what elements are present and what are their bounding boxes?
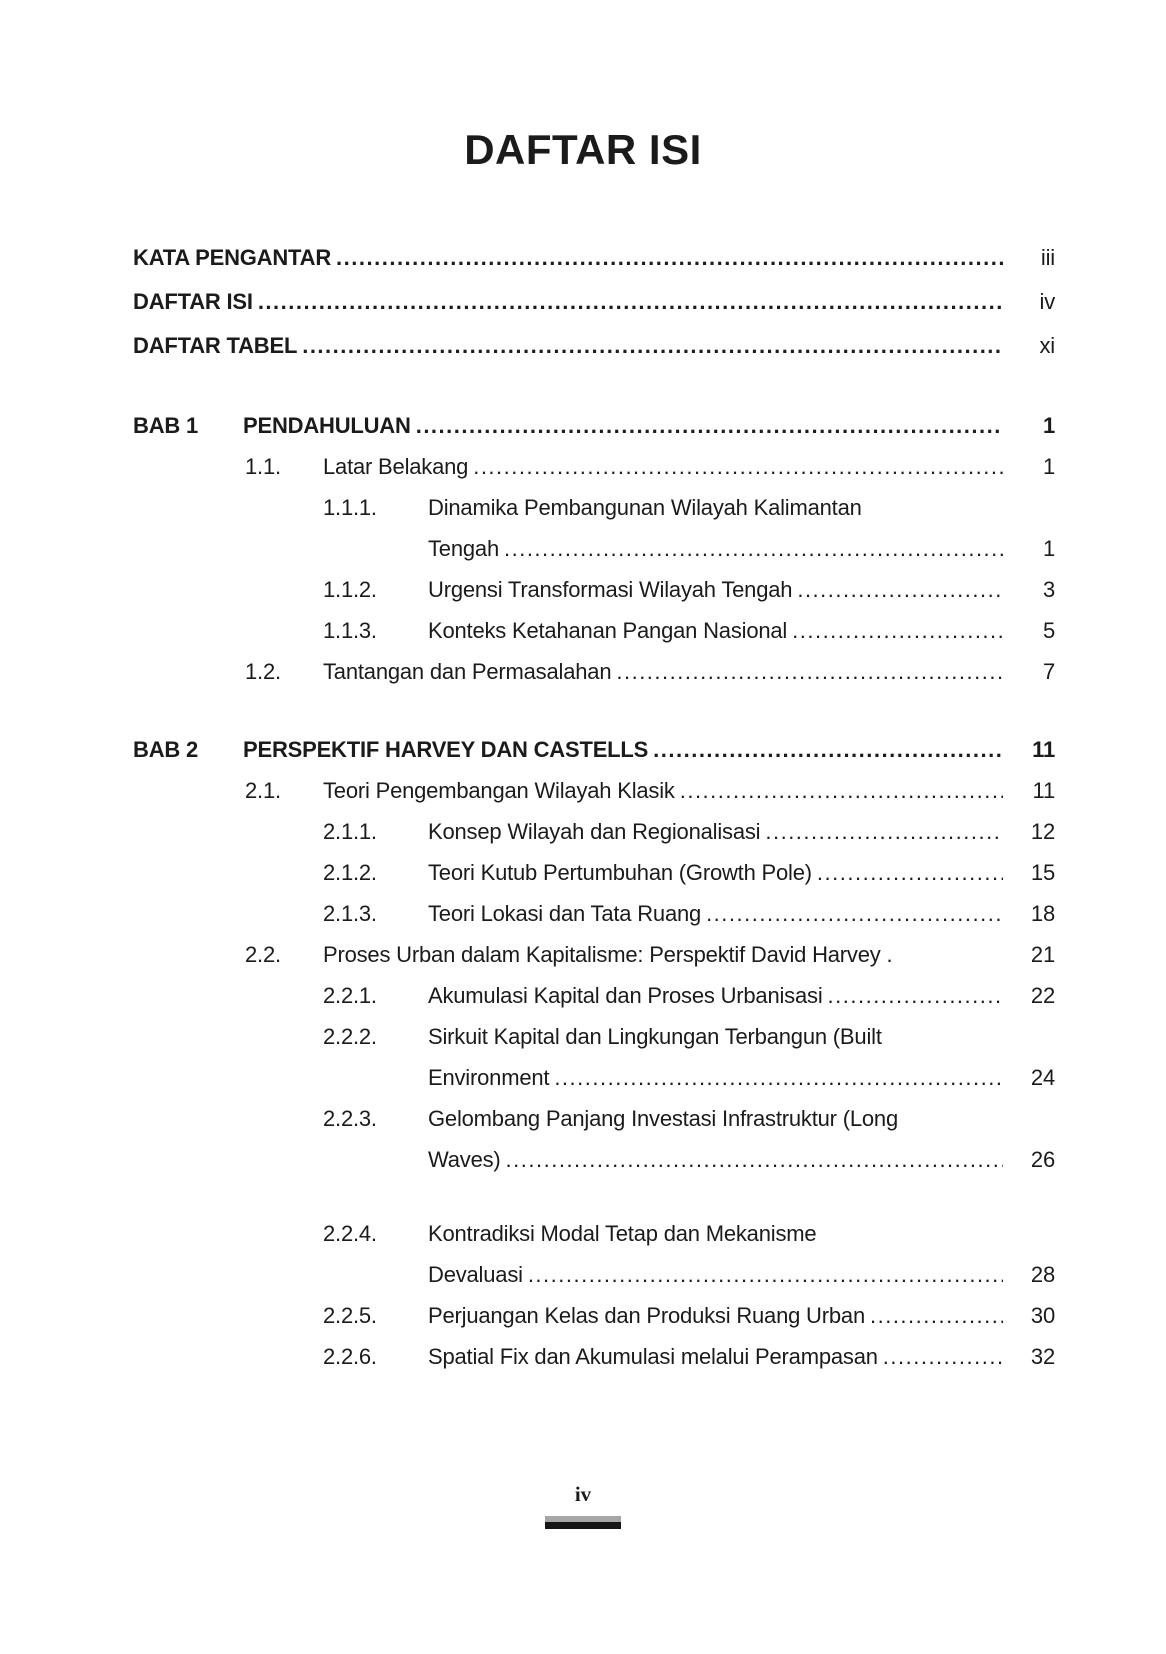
toc-entry-title: Latar Belakang: [323, 454, 469, 479]
toc-entry-title: DAFTAR ISI: [133, 289, 253, 314]
dot-leader: [653, 729, 1003, 770]
toc-entry-page-number: 12: [1030, 819, 1055, 844]
toc-entry-page-number: 1: [1042, 454, 1055, 479]
toc-entry-number: 2.2.6.: [323, 1344, 377, 1369]
toc-entry-title: PENDAHULUAN: [243, 413, 411, 438]
dot-leader: [616, 651, 1003, 692]
toc-entry-title: Akumulasi Kapital dan Proses Urbanisasi: [428, 983, 823, 1008]
toc-entry-title: Konsep Wilayah dan Regionalisasi: [428, 819, 761, 844]
toc-entry-page-number: 26: [1030, 1147, 1055, 1172]
toc-row: [133, 1016, 1055, 1057]
toc-entry-title: Sirkuit Kapital dan Lingkungan Terbangun (Built: [428, 1024, 882, 1049]
toc-entry-page-number: 30: [1030, 1303, 1055, 1328]
dot-leader: [554, 1057, 1003, 1098]
toc-row: [133, 651, 1055, 692]
toc-entry-page-number: 21: [1030, 942, 1055, 967]
toc-entry-number: 2.1.: [245, 778, 281, 803]
dot-leader: [506, 1139, 1003, 1180]
toc-entry-number: 2.2.3.: [323, 1106, 377, 1131]
dot-leader: [792, 610, 1003, 651]
toc-row: [133, 446, 1055, 487]
toc-entry-number: 2.2.4.: [323, 1221, 377, 1246]
toc-row: [133, 610, 1055, 651]
toc-entry-title: Waves): [428, 1147, 501, 1172]
toc-list: [133, 236, 1055, 1377]
toc-entry-page-number: 5: [1042, 618, 1055, 643]
toc-entry-title: Spatial Fix dan Akumulasi melalui Perampasan: [428, 1344, 878, 1369]
dot-leader: [258, 280, 1003, 324]
dot-leader: [883, 1336, 1003, 1377]
dot-leader: [828, 975, 1003, 1016]
dot-leader: [680, 770, 1003, 811]
toc-entry-title: PERSPEKTIF HARVEY DAN CASTELLS: [243, 737, 649, 762]
toc-entry-title: Konteks Ketahanan Pangan Nasional: [428, 618, 788, 643]
toc-entry-page-number: 32: [1030, 1344, 1055, 1369]
toc-row: [133, 1213, 1055, 1254]
toc-entry-title: Perjuangan Kelas dan Produksi Ruang Urban: [428, 1303, 865, 1328]
dot-leader: [504, 528, 1003, 569]
toc-entry-title: Tantangan dan Permasalahan: [323, 659, 612, 684]
dot-leader: [797, 569, 1003, 610]
toc-entry-page-number: 1: [1042, 413, 1055, 438]
toc-row: [133, 852, 1055, 893]
toc-entry-page-number: 1: [1042, 536, 1055, 561]
toc-entry-title: Environment: [428, 1065, 550, 1090]
toc-entry-title: Kontradiksi Modal Tetap dan Mekanisme: [428, 1221, 817, 1246]
toc-entry-title: DAFTAR TABEL: [133, 333, 298, 358]
toc-row: [133, 405, 1055, 446]
toc-entry-title: Devaluasi: [428, 1262, 523, 1287]
toc-entry-page-number: xi: [1039, 333, 1055, 358]
dot-leader: [336, 236, 1003, 280]
toc-entry-title: Dinamika Pembangunan Wilayah Kalimantan: [428, 495, 862, 520]
page-footer: [0, 1482, 1166, 1529]
toc-entry-title: Proses Urban dalam Kapitalisme: Perspektif David Harvey .: [323, 942, 893, 967]
toc-entry-title: Gelombang Panjang Investasi Infrastruktur (Long: [428, 1106, 898, 1131]
dot-leader: [302, 324, 1003, 368]
toc-entry-number: 1.2.: [245, 659, 281, 684]
toc-entry-page-number: 18: [1030, 901, 1055, 926]
toc-row: [133, 236, 1055, 280]
toc-entry-title: Urgensi Transformasi Wilayah Tengah: [428, 577, 793, 602]
toc-entry-number: 1.1.3.: [323, 618, 377, 643]
toc-entry-number: 2.1.3.: [323, 901, 377, 926]
toc-row: [133, 975, 1055, 1016]
toc-entry-title: Teori Lokasi dan Tata Ruang: [428, 901, 702, 926]
toc-entry-number: 1.1.1.: [323, 495, 377, 520]
toc-entry-title: Teori Pengembangan Wilayah Klasik: [323, 778, 675, 803]
dot-leader: [416, 405, 1003, 446]
toc-row: [133, 528, 1055, 569]
toc-entry-page-number: 7: [1042, 659, 1055, 684]
toc-entry-page-number: 28: [1030, 1262, 1055, 1287]
toc-entry-number: 1.1.2.: [323, 577, 377, 602]
toc-row: [133, 1057, 1055, 1098]
toc-entry-page-number: 15: [1030, 860, 1055, 885]
footer-page-number: iv: [574, 1482, 592, 1506]
toc-entry-number: 2.2.: [245, 942, 281, 967]
toc-entry-number: 2.2.1.: [323, 983, 377, 1008]
toc-row: [133, 1336, 1055, 1377]
toc-row: [133, 280, 1055, 324]
dot-leader: [817, 852, 1003, 893]
dot-leader: [473, 446, 1003, 487]
toc-entry-number: 2.2.2.: [323, 1024, 377, 1049]
footer-bar-black-line: [545, 1522, 621, 1529]
toc-entry-title: Teori Kutub Pertumbuhan (Growth Pole): [428, 860, 812, 885]
toc-row: [133, 324, 1055, 368]
toc-row: [133, 1295, 1055, 1336]
page-title: DAFTAR ISI: [464, 126, 702, 173]
toc-entry-page-number: 3: [1042, 577, 1055, 602]
toc-entry-number: 1.1.: [245, 454, 281, 479]
toc-entry-number: BAB 1: [133, 413, 199, 438]
toc-row: [133, 487, 1055, 528]
toc-entry-number: 2.1.1.: [323, 819, 377, 844]
toc-entry-number: BAB 2: [133, 737, 199, 762]
dot-leader: [528, 1254, 1003, 1295]
toc-entry-page-number: 11: [1032, 737, 1055, 762]
toc-row: [133, 569, 1055, 610]
toc-entry-number: 2.2.5.: [323, 1303, 377, 1328]
toc-row: [133, 811, 1055, 852]
toc-row: [133, 770, 1055, 811]
toc-entry-page-number: 24: [1030, 1065, 1055, 1090]
toc-row: [133, 729, 1055, 770]
toc-entry-title: KATA PENGANTAR: [133, 245, 332, 270]
footer-decorative-bar: [545, 1516, 621, 1529]
dot-leader: [870, 1295, 1003, 1336]
toc-row: [133, 1254, 1055, 1295]
toc-entry-page-number: 22: [1030, 983, 1055, 1008]
toc-row: [133, 1098, 1055, 1139]
toc-row: [133, 1139, 1055, 1180]
dot-leader: [765, 811, 1003, 852]
toc-entry-page-number: iv: [1039, 289, 1055, 314]
toc-entry-page-number: iii: [1040, 245, 1055, 270]
toc-row: [133, 934, 1055, 975]
toc-entry-number: 2.1.2.: [323, 860, 377, 885]
toc-entry-page-number: 11: [1032, 778, 1055, 803]
toc-entry-title: Tengah: [428, 536, 499, 561]
dot-leader: [706, 893, 1003, 934]
toc-row: [133, 893, 1055, 934]
